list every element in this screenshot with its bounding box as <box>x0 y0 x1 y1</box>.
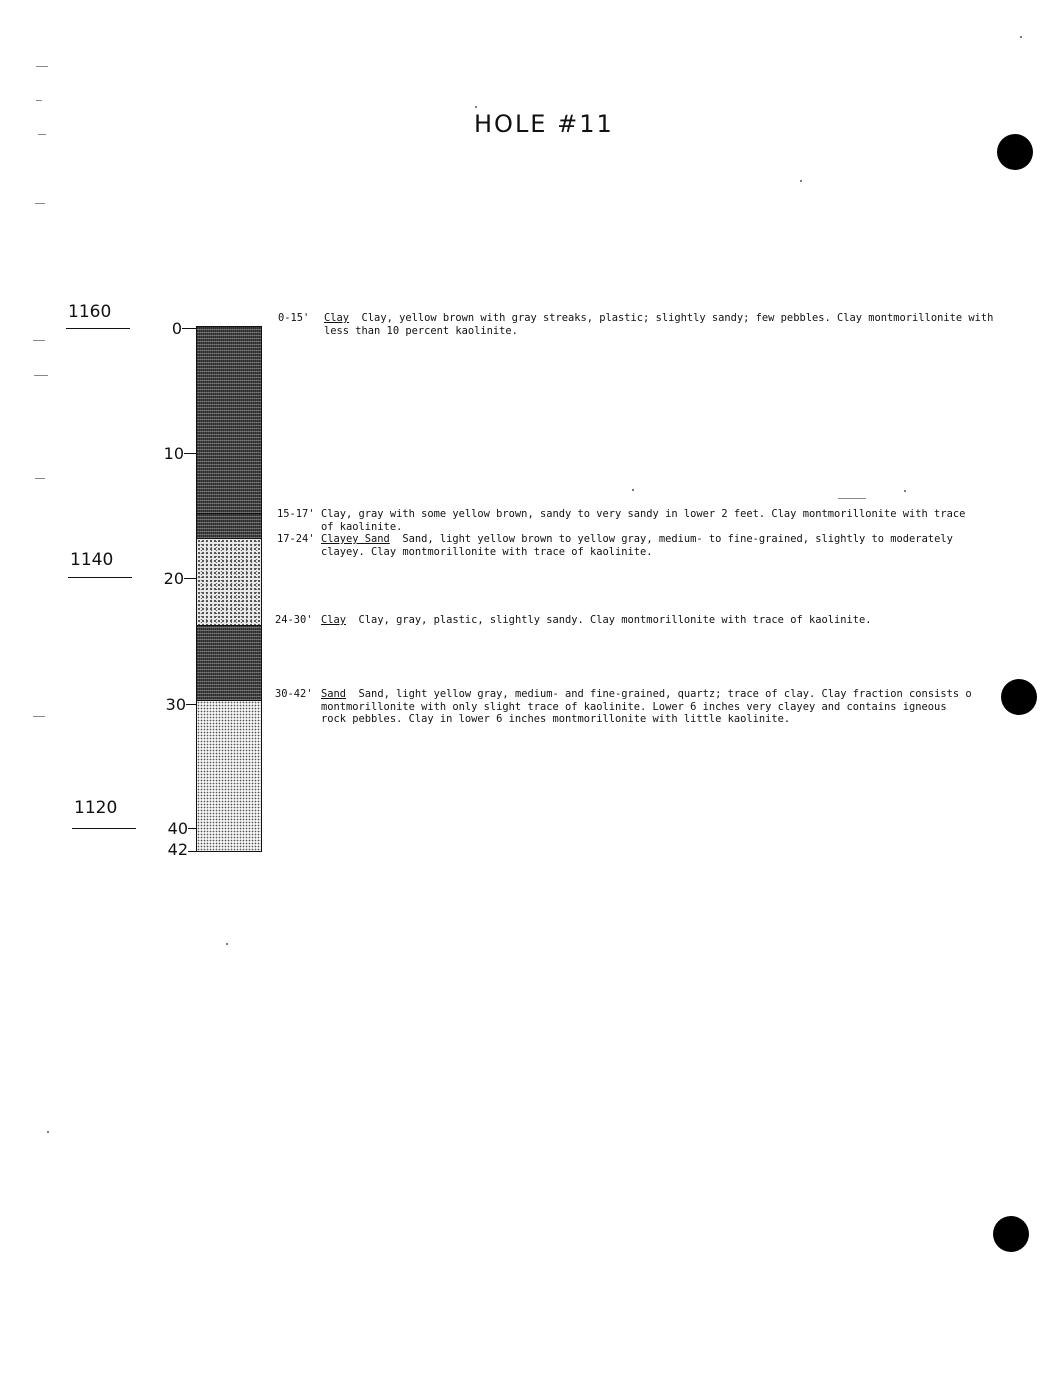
column-layer-clay <box>197 327 261 514</box>
scan-speck <box>904 490 906 492</box>
scan-mark <box>838 498 866 499</box>
scan-mark <box>33 716 45 717</box>
layer-description-15-17 <box>277 508 965 533</box>
description-line: less than 10 percent kaolinite. <box>324 324 518 337</box>
depth-label-30: 30 <box>165 695 186 714</box>
depth-range: 24-30' <box>275 614 313 626</box>
elevation-label-1160: 1160 <box>68 302 112 322</box>
description-line: Clay, gray with some yellow brown, sandy to very sandy in lower 2 feet. Clay montmorillonite with trace <box>321 508 966 520</box>
depth-range: 30-42' <box>275 688 313 700</box>
depth-label-42: 42 <box>167 840 188 859</box>
rock-type: Clay <box>324 312 350 324</box>
scan-mark <box>36 100 42 101</box>
layer-description-0-15 <box>278 312 993 337</box>
scan-speck <box>226 943 228 945</box>
depth-label-10: 10 <box>163 444 184 463</box>
description-line: Sand, light yellow brown to yellow gray, medium- to fine-grained, slightly to moderately <box>402 533 953 545</box>
scan-speck <box>632 489 634 491</box>
depth-range: 17-24' <box>277 533 315 545</box>
punch-hole-top <box>997 134 1033 170</box>
scan-mark <box>33 340 45 341</box>
layer-description-17-24 <box>277 533 953 558</box>
page-title: HOLE #11 <box>474 110 614 138</box>
rock-type: Clayey Sand <box>321 533 390 545</box>
depth-range: 0-15' <box>278 312 310 324</box>
scan-mark <box>36 66 48 67</box>
elevation-line-1160 <box>66 328 130 329</box>
scan-mark <box>34 375 48 376</box>
description-line: montmorillonite with only slight trace of kaolinite. Lower 6 inches very clayey and contains igneous <box>321 700 947 713</box>
scan-speck <box>475 106 477 108</box>
scan-speck <box>800 180 802 182</box>
column-layer-clay <box>197 514 261 539</box>
description-line: Clay, gray, plastic, slightly sandy. Clay montmorillonite with trace of kaolinite. <box>358 614 872 626</box>
scan-speck <box>47 1131 49 1133</box>
layer-description-30-42 <box>275 688 972 726</box>
description-line: clayey. Clay montmorillonite with trace of kaolinite. <box>321 545 653 558</box>
elevation-line-1120 <box>72 828 136 829</box>
rock-type: Clay <box>321 614 347 626</box>
rock-type: Sand <box>321 688 347 700</box>
description-line: of kaolinite. <box>321 520 403 533</box>
column-layer-clayey-sand <box>197 539 261 626</box>
column-layer-sand <box>197 701 261 851</box>
description-line: Clay, yellow brown with gray streaks, plastic; slightly sandy; few pebbles. Clay montmorillonite with <box>361 312 994 324</box>
scan-speck <box>1020 36 1022 38</box>
scan-mark <box>38 134 46 135</box>
stratigraphic-column <box>196 326 262 852</box>
punch-hole-middle <box>1001 679 1037 715</box>
scan-mark <box>35 478 45 479</box>
depth-label-0: 0 <box>171 319 182 338</box>
depth-label-20: 20 <box>163 569 184 588</box>
elevation-line-1140 <box>68 577 132 578</box>
elevation-label-1120: 1120 <box>74 798 118 818</box>
scan-mark <box>35 203 45 204</box>
layer-description-24-30 <box>275 614 872 627</box>
column-layer-clay <box>197 626 261 701</box>
description-line: Sand, light yellow gray, medium- and fine-grained, quartz; trace of clay. Clay fraction consists o <box>358 688 972 700</box>
description-line: rock pebbles. Clay in lower 6 inches montmorillonite with little kaolinite. <box>321 713 791 725</box>
elevation-label-1140: 1140 <box>70 550 114 570</box>
depth-label-40: 40 <box>167 819 188 838</box>
depth-range: 15-17' <box>277 508 315 520</box>
depth-tick-0 <box>182 328 196 329</box>
punch-hole-bottom <box>993 1216 1029 1252</box>
